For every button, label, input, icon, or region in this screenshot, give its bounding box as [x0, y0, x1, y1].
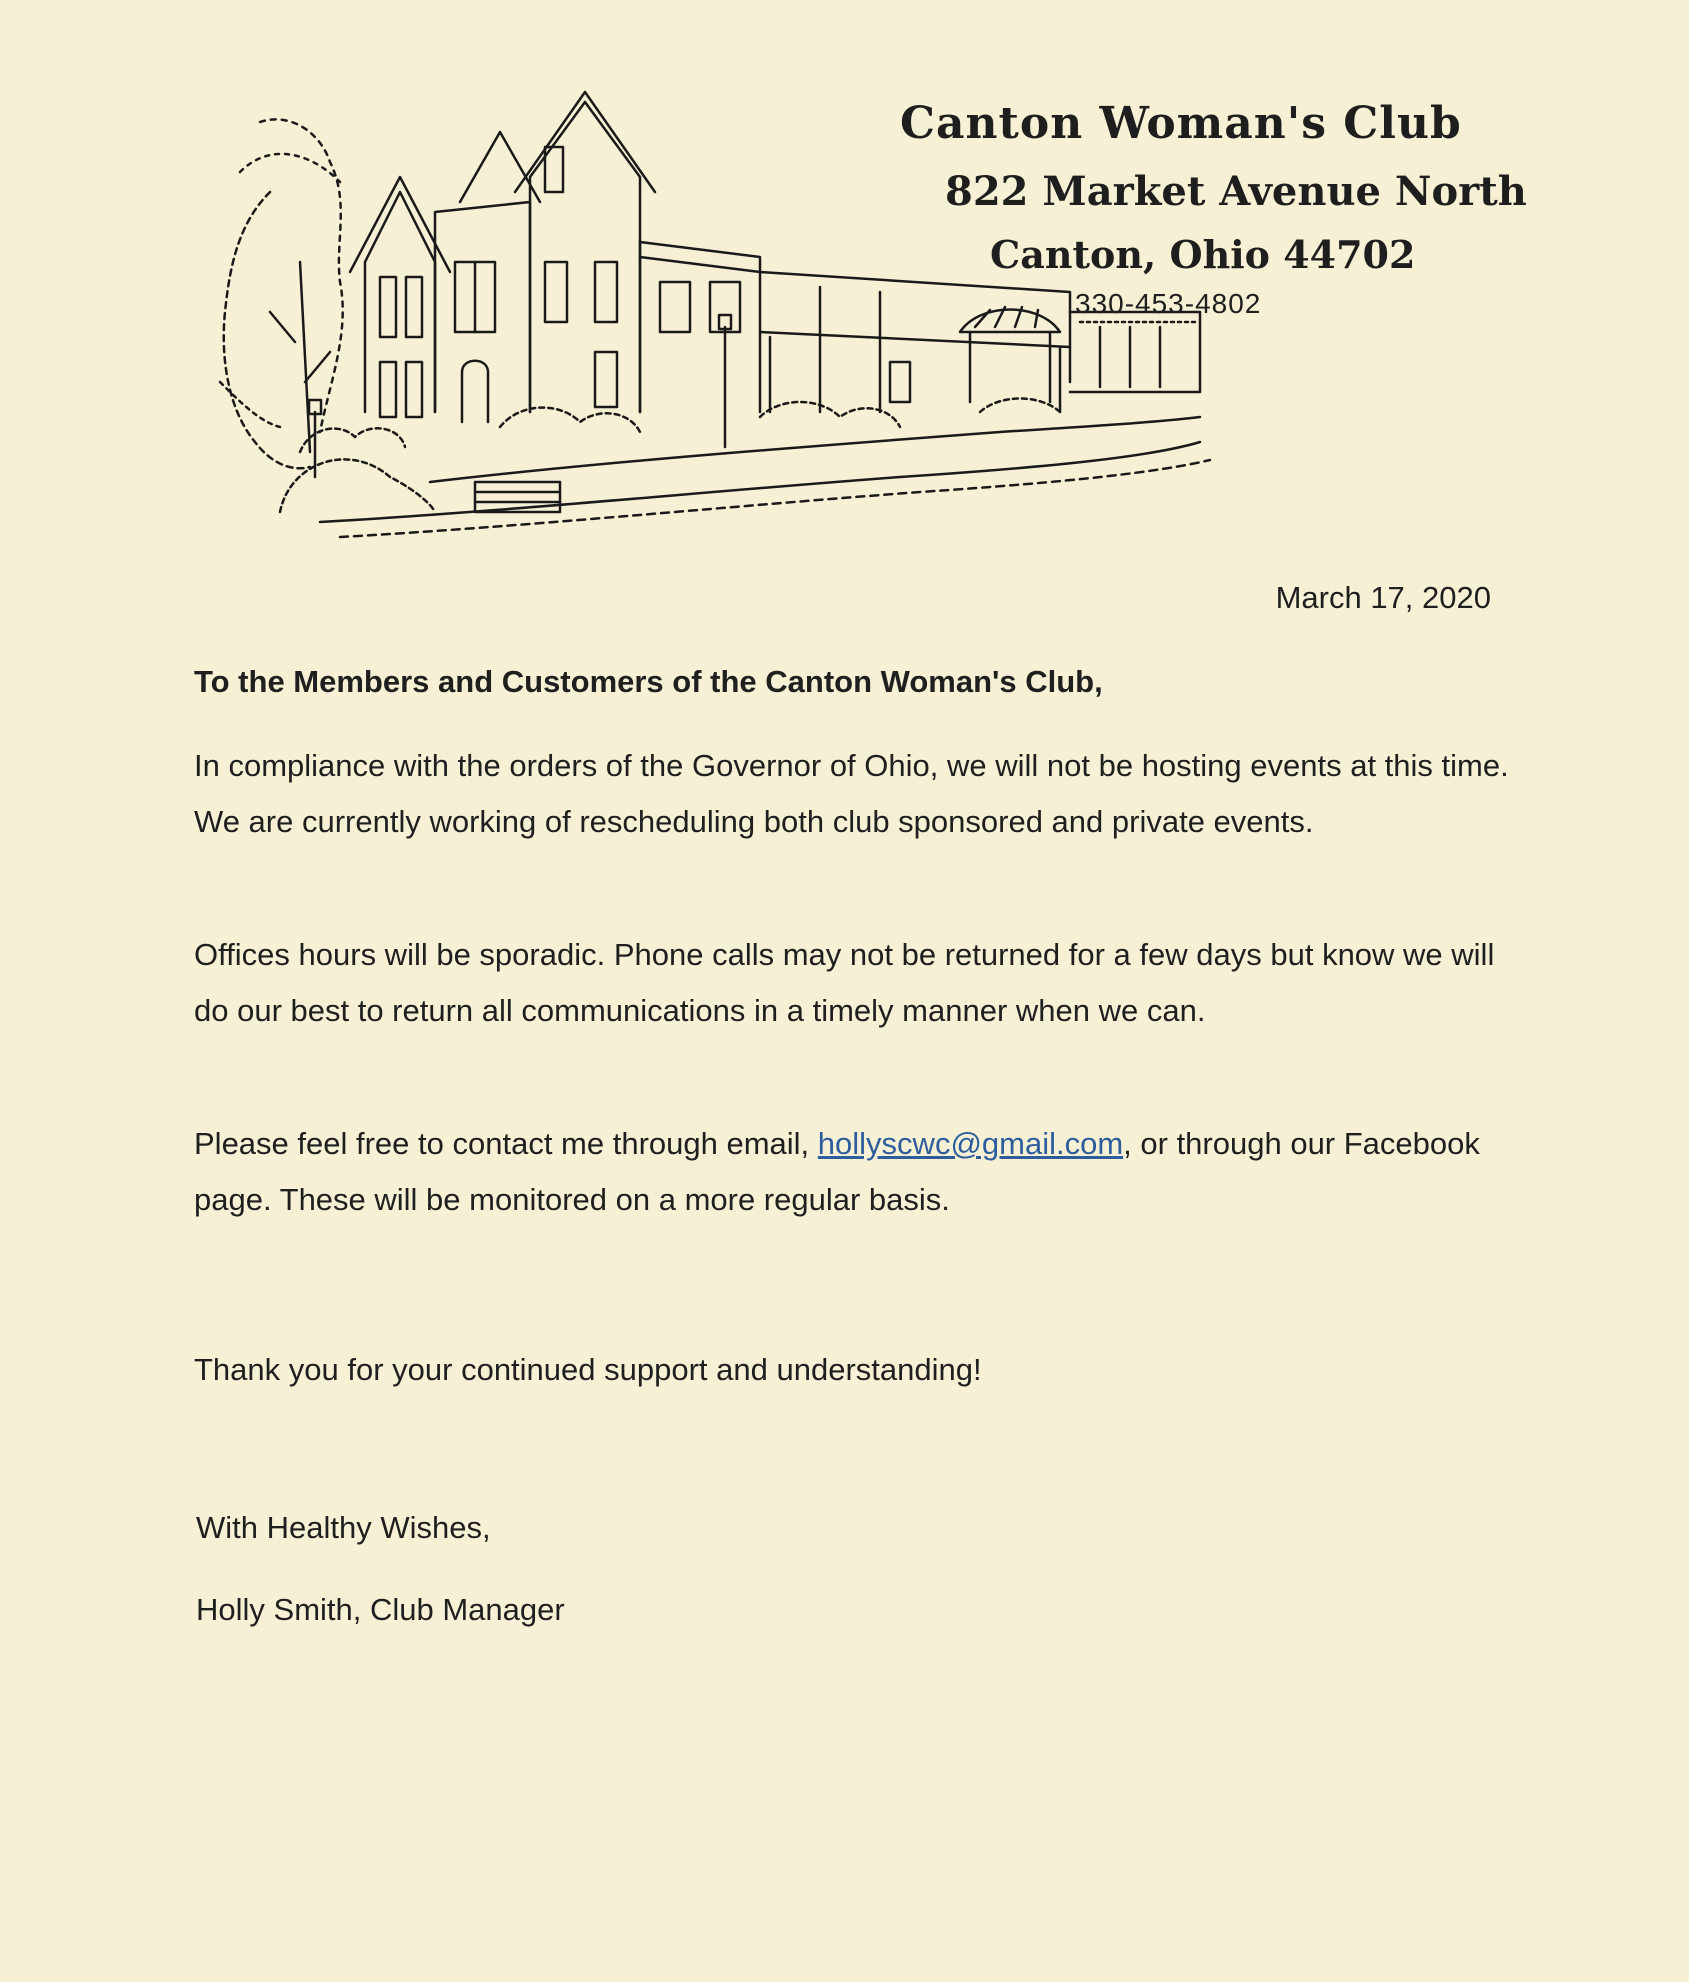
paragraph-events: In compliance with the orders of the Governor of Ohio, we will not be hosting events at this time. We are currently working of rescheduling both club sponsored and private events.: [194, 748, 1509, 839]
paragraph-contact: [194, 1116, 1514, 1228]
letter-date: March 17, 2020: [1275, 580, 1491, 615]
club-phone: 330-453-4802: [1075, 288, 1262, 319]
contact-text-before: Please feel free to contact me through email,: [194, 1126, 818, 1161]
signature: Holly Smith, Club Manager: [196, 1592, 565, 1627]
email-link[interactable]: hollyscwc@gmail.com: [817, 1126, 1124, 1161]
paragraph-thanks: Thank you for your continued support and understanding!: [194, 1352, 982, 1387]
club-address: 822 Market Avenue North: [945, 168, 1527, 215]
club-city-state-zip: Canton, Ohio 44702: [990, 232, 1416, 277]
closing: With Healthy Wishes,: [196, 1510, 491, 1545]
salutation: To the Members and Customers of the Canton Woman's Club,: [194, 664, 1103, 699]
contact-text-after: , or through our Facebook page. These will be monitored on a more regular basis.: [194, 1126, 1480, 1217]
paragraph-office-hours: Offices hours will be sporadic. Phone calls may not be returned for a few days but know we will do our best to return all communications in a timely manner when we can.: [194, 937, 1495, 1028]
clubhouse-illustration: [200, 82, 1330, 582]
club-name: Canton Woman's Club: [900, 98, 1462, 149]
